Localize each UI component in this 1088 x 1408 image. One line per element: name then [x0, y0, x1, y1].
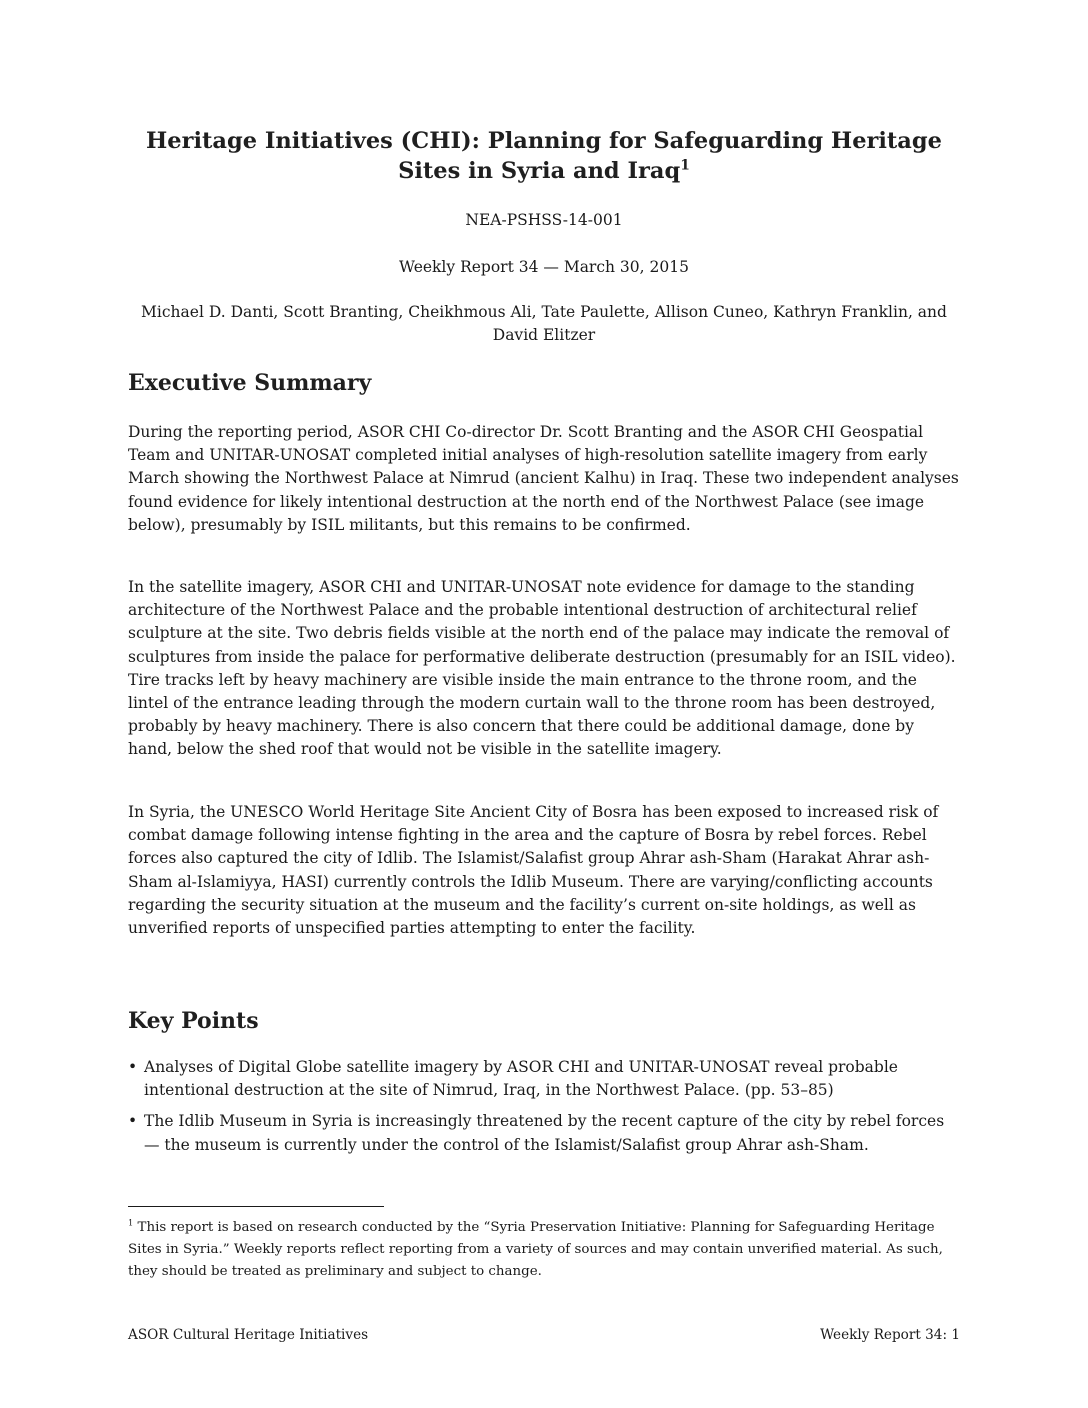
footer-organization: ASOR Cultural Heritage Initiatives	[128, 1327, 369, 1343]
document-title	[128, 126, 960, 186]
footnote-divider	[128, 1206, 384, 1207]
summary-paragraph-1: During the reporting period, ASOR CHI Co-director Dr. Scott Branting and the ASOR CHI Geospatial Team and UNITAR-UNOSAT completed initial analyses of high-resolution satellite imagery from early March showing the Northwest Palace at Nimrud (ancient Kalhu) in Iraq. These two independent analyses found evidence for likely intentional destruction at the north end of the Northwest Palace (see image below), presumably by ISIL militants, but this remains to be confirmed.	[128, 423, 959, 534]
key-point-item	[128, 1056, 962, 1102]
footnote-text: This report is based on research conducted by the “Syria Preservation Initiative: Planning for Safeguarding Heritage Sites in Syria.” Weekly reports reflect reporting from a variety of sources and may contain unverified material. As such, they should be treated as preliminary and subject to change.	[128, 1220, 943, 1279]
key-point-text: The Idlib Museum in Syria is increasingly threatened by the recent capture of the city by rebel forces — the museum is currently under the control of the Islamist/Salafist group Ahrar ash-Sham.	[144, 1112, 945, 1154]
key-points-heading: Key Points	[128, 1008, 259, 1034]
key-point-text: Analyses of Digital Globe satellite imagery by ASOR CHI and UNITAR-UNOSAT reveal probable intentional destruction at the site of Nimrud, Iraq, in the Northwest Palace. (pp. 53–85)	[144, 1058, 898, 1100]
executive-summary-heading: Executive Summary	[128, 370, 372, 396]
document-title-text: Heritage Initiatives (CHI): Planning for Safeguarding Heritage Sites in Syria and Iraq	[146, 128, 942, 184]
title-footnote-mark[interactable]: 1	[680, 157, 690, 174]
bullet-icon: •	[128, 1058, 138, 1076]
bullet-icon: •	[128, 1112, 138, 1131]
report-line: Weekly Report 34 — March 30, 2015	[399, 258, 689, 276]
footnote-mark: 1	[128, 1217, 134, 1228]
key-point-item	[128, 1110, 962, 1156]
summary-paragraph-2: In the satellite imagery, ASOR CHI and UNITAR-UNOSAT note evidence for damage to the standing architecture of the Northwest Palace and the probable intentional destruction of architectural relief sculpture at the site. Two debris fields visible at the north end of the palace may indicate the removal of sculptures from inside the palace for performative deliberate destruction (presumably for an ISIL video). Tire tracks left by heavy machinery are visible inside the main entrance to the throne room, and the lintel of the entrance leading through the modern curtain wall to the throne room has been destroyed, probably by heavy machinery. There is also concern that there could be additional damage, done by hand, below the shed roof that would not be visible in the satellite imagery.	[128, 578, 956, 759]
key-points-list	[128, 1056, 962, 1165]
summary-paragraph-3: In Syria, the UNESCO World Heritage Site Ancient City of Bosra has been exposed to increased risk of combat damage following intense fighting in the area and the capture of Bosra by rebel forces. Rebel forces also captured the city of Idlib. The Islamist/Salafist group Ahrar ash-Sham (Harakat Ahrar ash-Sham al-Islamiyya, HASI) currently controls the Idlib Museum. There are varying/conflicting accounts regarding the security situation at the museum and the facility’s current on-site holdings, as well as unverified reports of unspecified parties attempting to enter the facility.	[128, 803, 939, 938]
authors: Michael D. Danti, Scott Branting, Cheikhmous Ali, Tate Paulette, Allison Cuneo, Kathryn Franklin, and David Elitzer	[141, 303, 947, 344]
footer-page-number: Weekly Report 34: 1	[820, 1327, 960, 1343]
grant-id: NEA-PSHSS-14-001	[465, 211, 623, 229]
footnote	[128, 1217, 962, 1283]
